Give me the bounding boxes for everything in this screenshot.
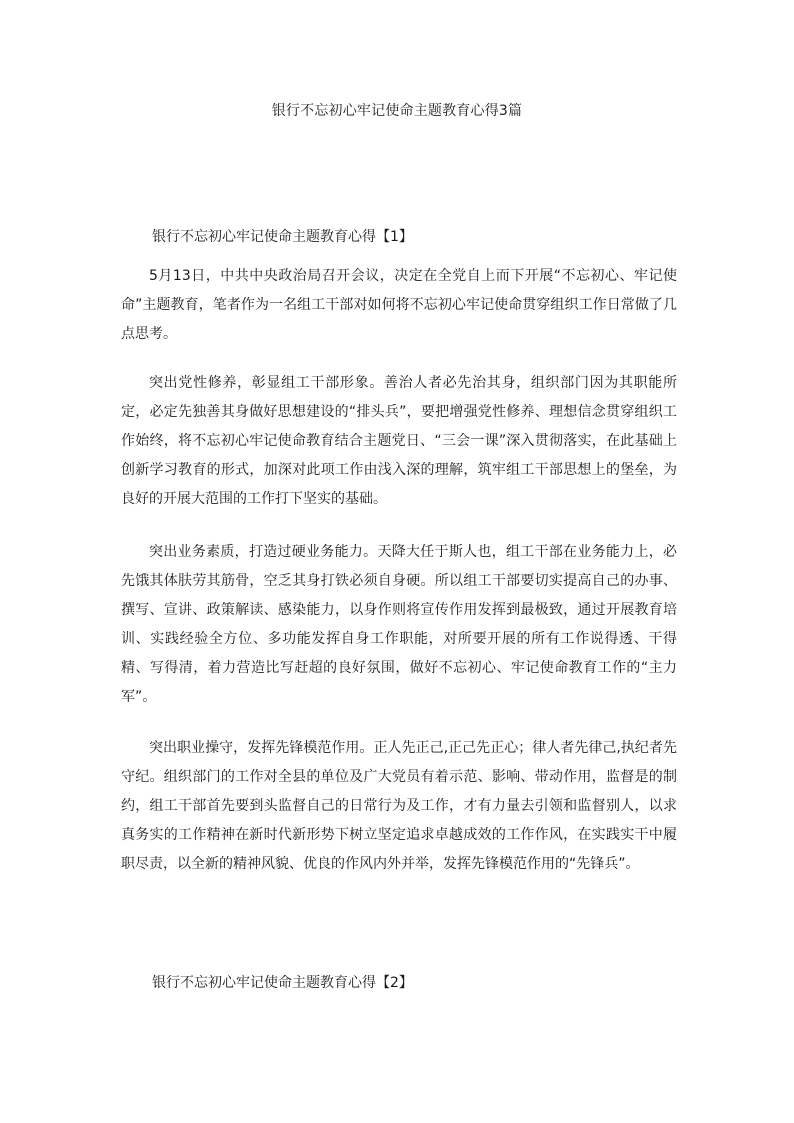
section-heading-1: 银行不忘初心牢记使命主题教育心得【1】 [152,229,413,245]
section-heading-2: 银行不忘初心牢记使命主题教育心得【2】 [152,975,413,991]
paragraph-party-spirit: 突出党性修养，彰显组工干部形象。善治人者必先治其身，组织部门因为其职能所定，必定先独善其身做好思想建设的“排头兵”，要把增强党性修养、理想信念贯穿组织工作始终，将不忘初心牢记使命教育结合主题党日、“三会一课”深入贯彻落实，在此基础上创新学习教育的形式，加深对此项工作由浅入深的理解，筑牢组工干部思想上的堡垒，为良好的开展大范围的工作打下坚实的基础。 [121,375,677,507]
paragraph-intro: 5月13日，中共中央政治局召开会议，决定在全党自上而下开展“不忘初心、牢记使命”主题教育，笔者作为一名组工干部对如何将不忘初心牢记使命贯穿组织工作日常做了几点思考。 [121,268,677,342]
document-title: 银行不忘初心牢记使命主题教育心得3篇 [271,103,523,119]
paragraph-business-quality: 突出业务素质，打造过硬业务能力。天降大任于斯人也，组工干部在业务能力上，必先饿其体肤劳其筋骨，空乏其身打铁必须自身硬。所以组工干部要切实提高自己的办事、撰写、宣讲、政策解读、感染能力，以身作则将宣传作用发挥到最极致，通过开展教育培训、实践经验全方位、多功能发挥自身工作职能，对所要开展的所有工作说得透、干得精、写得清，着力营造比写赶超的良好氛围，做好不忘初心、牢记使命教育工作的“主力军”。 [121,544,677,705]
paragraph-professional-ethics: 突出职业操守，发挥先锋模范作用。正人先正己,正己先正心；律人者先律己,执纪者先守纪。组织部门的工作对全县的单位及广大党员有着示范、影响、带动作用，监督是的制约，组工干部首先要到头监督自己的日常行为及工作，才有力量去引领和监督别人，以求真务实的工作精神在新时代新形势下树立坚定追求卓越成效的工作作风，在实践实干中履职尽责，以全新的精神风貌、优良的作风内外并举，发挥先锋模范作用的“先锋兵”。 [121,740,677,872]
